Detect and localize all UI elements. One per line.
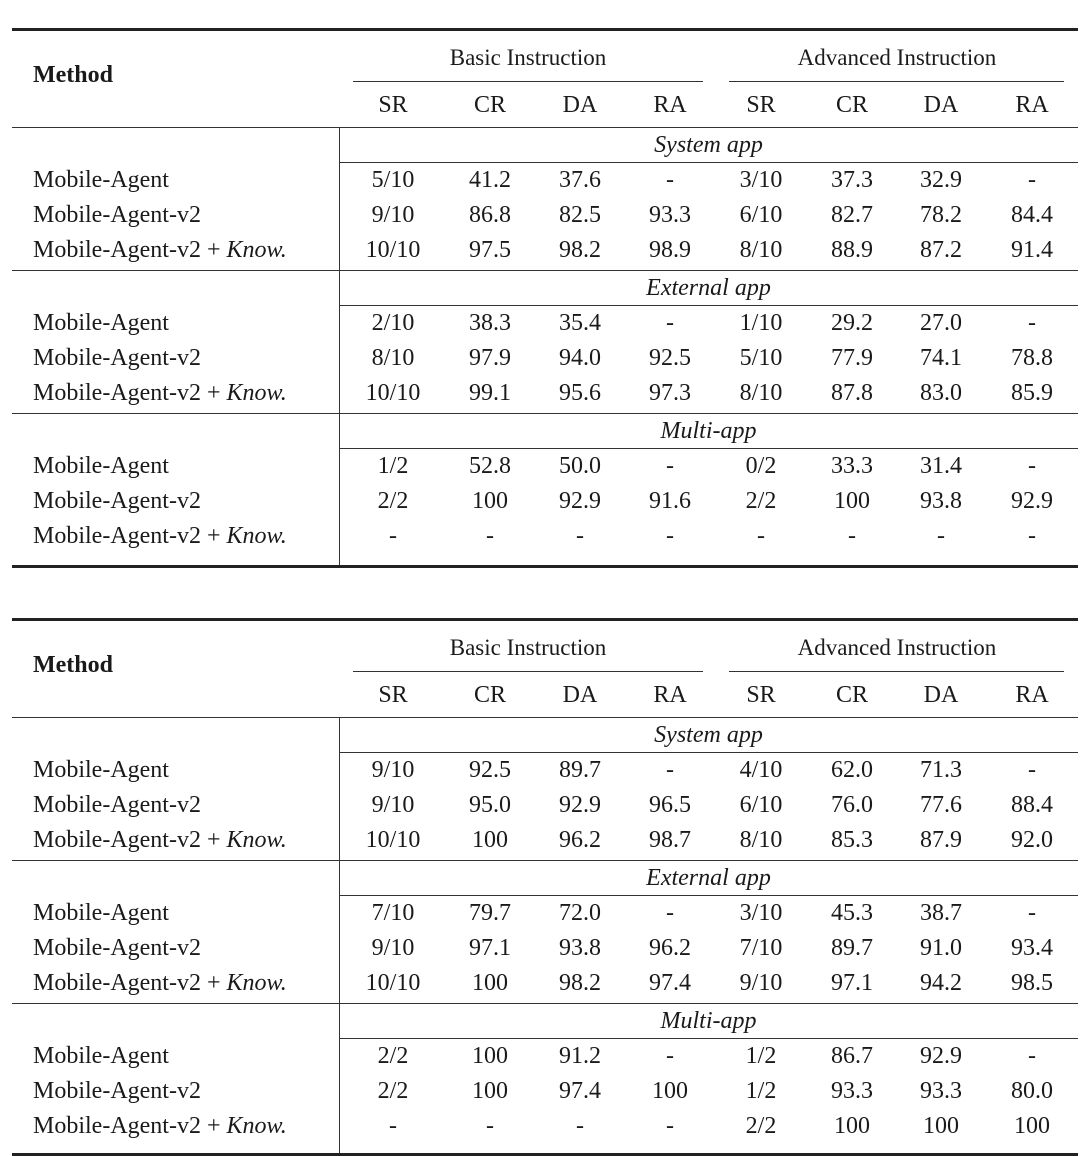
value-cell-cr: 97.1 [469, 935, 511, 961]
method-name-text: Mobile-Agent [33, 757, 169, 783]
value-cell-da: 71.3 [920, 757, 962, 783]
value-cell-ra: 96.2 [649, 935, 691, 961]
group-rule-advanced [729, 81, 1064, 82]
method-name-text: Mobile-Agent-v2 + [33, 827, 227, 853]
value-cell-da: 72.0 [559, 900, 601, 926]
method-name-text: Mobile-Agent-v2 + [33, 1113, 227, 1139]
value-cell-da: - [576, 523, 584, 549]
value-cell-ra: - [1028, 900, 1036, 926]
value-cell-sr: 5/10 [371, 167, 415, 193]
value-cell-da: 37.6 [559, 167, 601, 193]
value-cell-da: 87.9 [920, 827, 962, 853]
table-row [12, 519, 1078, 554]
value-cell-cr: 100 [472, 970, 508, 996]
value-cell-ra: 93.4 [1011, 935, 1053, 961]
value-cell-cr: 100 [472, 1043, 508, 1069]
value-cell-da: 31.4 [920, 453, 962, 479]
value-cell-cr: 37.3 [831, 167, 873, 193]
value-cell-cr: 100 [472, 488, 508, 514]
column-header-sr: SR [746, 92, 776, 118]
value-cell-ra: 91.4 [1011, 237, 1053, 263]
value-cell-sr: - [389, 1113, 397, 1139]
value-cell-sr: 10/10 [365, 827, 421, 853]
group-header-basic: Basic Instruction [449, 45, 607, 70]
value-cell-da: 32.9 [920, 167, 962, 193]
method-name [33, 966, 287, 1001]
method-name-text: Mobile-Agent [33, 453, 169, 479]
value-cell-ra: 100 [1014, 1113, 1050, 1139]
method-name-suffix: Know. [226, 523, 287, 549]
value-cell-cr: 97.9 [469, 345, 511, 371]
value-cell-ra: 91.6 [649, 488, 691, 514]
column-header-da: DA [923, 682, 959, 708]
group-rule-basic [353, 81, 703, 82]
value-cell-sr: 2/2 [745, 488, 777, 514]
value-cell-cr: 76.0 [831, 792, 873, 818]
column-header-sr: SR [378, 92, 408, 118]
value-cell-sr: 8/10 [739, 237, 783, 263]
value-cell-da: 98.2 [559, 237, 601, 263]
method-name-text: Mobile-Agent-v2 [33, 935, 201, 961]
value-cell-cr: 97.5 [469, 237, 511, 263]
value-cell-sr: 3/10 [739, 900, 783, 926]
value-cell-sr: 6/10 [739, 202, 783, 228]
section-label: System app [654, 722, 763, 748]
value-cell-ra: - [1028, 1043, 1036, 1069]
column-header-cr: CR [473, 682, 506, 708]
table-row [12, 788, 1078, 823]
method-name-text: Mobile-Agent-v2 + [33, 523, 227, 549]
table-row [12, 449, 1078, 484]
method-name [33, 1109, 287, 1144]
table-row [12, 198, 1078, 233]
value-cell-ra: 97.3 [649, 380, 691, 406]
method-name-text: Mobile-Agent-v2 [33, 202, 201, 228]
value-cell-sr: 10/10 [365, 380, 421, 406]
value-cell-cr: 100 [472, 1078, 508, 1104]
results-table-1 [12, 28, 1078, 568]
group-header-advanced: Advanced Instruction [797, 45, 997, 70]
value-cell-da: 93.8 [559, 935, 601, 961]
value-cell-ra: 98.9 [649, 237, 691, 263]
table-row [12, 1039, 1078, 1074]
value-cell-cr: 100 [472, 827, 508, 853]
method-name [33, 198, 201, 233]
column-header-ra: RA [1015, 682, 1049, 708]
value-cell-sr: - [757, 523, 765, 549]
column-header-ra: RA [1015, 92, 1049, 118]
method-name [33, 484, 201, 519]
value-cell-sr: 10/10 [365, 970, 421, 996]
table-row [12, 1109, 1078, 1144]
value-cell-da: 98.2 [559, 970, 601, 996]
value-cell-da: 82.5 [559, 202, 601, 228]
method-name-text: Mobile-Agent-v2 [33, 1078, 201, 1104]
value-cell-da: 93.8 [920, 488, 962, 514]
value-cell-da: 77.6 [920, 792, 962, 818]
method-name [33, 896, 169, 931]
method-name [33, 163, 169, 198]
method-name-text: Mobile-Agent [33, 310, 169, 336]
group-rule-advanced [729, 671, 1064, 672]
value-cell-da: 89.7 [559, 757, 601, 783]
value-cell-cr: 95.0 [469, 792, 511, 818]
value-cell-da: 96.2 [559, 827, 601, 853]
value-cell-sr: 9/10 [739, 970, 783, 996]
method-header: Method [33, 62, 113, 88]
value-cell-sr: 8/10 [739, 827, 783, 853]
table-row [12, 823, 1078, 858]
value-cell-ra: 80.0 [1011, 1078, 1053, 1104]
value-cell-ra: - [666, 167, 674, 193]
value-cell-da: 91.2 [559, 1043, 601, 1069]
section-label: Multi-app [660, 1008, 757, 1034]
value-cell-cr: 100 [834, 1113, 870, 1139]
value-cell-sr: 7/10 [371, 900, 415, 926]
value-cell-ra: 97.4 [649, 970, 691, 996]
value-cell-da: 93.3 [920, 1078, 962, 1104]
value-cell-ra: 92.5 [649, 345, 691, 371]
group-header-basic: Basic Instruction [449, 635, 607, 660]
table-row [12, 1074, 1078, 1109]
method-name-text: Mobile-Agent [33, 900, 169, 926]
value-cell-da: - [937, 523, 945, 549]
table-row [12, 484, 1078, 519]
method-name-suffix: Know. [226, 1113, 287, 1139]
value-cell-cr: - [848, 523, 856, 549]
value-cell-ra: - [666, 1043, 674, 1069]
column-header-cr: CR [473, 92, 506, 118]
value-cell-ra: - [1028, 523, 1036, 549]
table-row [12, 376, 1078, 411]
value-cell-cr: 52.8 [469, 453, 511, 479]
value-cell-ra: - [1028, 167, 1036, 193]
method-name-suffix: Know. [226, 237, 287, 263]
value-cell-ra: 85.9 [1011, 380, 1053, 406]
value-cell-da: 35.4 [559, 310, 601, 336]
value-cell-ra: - [1028, 453, 1036, 479]
value-cell-ra: - [666, 757, 674, 783]
value-cell-sr: 9/10 [371, 935, 415, 961]
value-cell-da: 50.0 [559, 453, 601, 479]
value-cell-sr: - [389, 523, 397, 549]
column-header-ra: RA [653, 92, 687, 118]
value-cell-da: 97.4 [559, 1078, 601, 1104]
value-cell-ra: 92.9 [1011, 488, 1053, 514]
method-name [33, 341, 201, 376]
value-cell-da: 95.6 [559, 380, 601, 406]
value-cell-sr: 5/10 [739, 345, 783, 371]
value-cell-cr: 100 [834, 488, 870, 514]
value-cell-sr: 1/2 [745, 1078, 777, 1104]
column-header-sr: SR [746, 682, 776, 708]
value-cell-da: 78.2 [920, 202, 962, 228]
method-name [33, 376, 287, 411]
value-cell-sr: 2/2 [745, 1113, 777, 1139]
value-cell-da: 94.0 [559, 345, 601, 371]
method-name-suffix: Know. [226, 380, 287, 406]
value-cell-da: 94.2 [920, 970, 962, 996]
section-label: External app [646, 865, 771, 891]
value-cell-sr: 10/10 [365, 237, 421, 263]
method-name-text: Mobile-Agent [33, 167, 169, 193]
column-header-da: DA [562, 682, 598, 708]
value-cell-cr: 97.1 [831, 970, 873, 996]
column-header-cr: CR [835, 92, 868, 118]
method-name-suffix: Know. [226, 970, 287, 996]
value-cell-da: - [576, 1113, 584, 1139]
table-row [12, 753, 1078, 788]
value-cell-ra: 84.4 [1011, 202, 1053, 228]
value-cell-sr: 7/10 [739, 935, 783, 961]
results-table-2 [12, 618, 1078, 1156]
table-row [12, 233, 1078, 268]
value-cell-ra: 98.5 [1011, 970, 1053, 996]
value-cell-ra: 88.4 [1011, 792, 1053, 818]
value-cell-cr: 87.8 [831, 380, 873, 406]
value-cell-cr: 79.7 [469, 900, 511, 926]
table-row [12, 966, 1078, 1001]
value-cell-ra: 78.8 [1011, 345, 1053, 371]
method-name [33, 1074, 201, 1109]
table-row [12, 931, 1078, 966]
value-cell-da: 83.0 [920, 380, 962, 406]
method-name-text: Mobile-Agent-v2 + [33, 380, 227, 406]
value-cell-da: 27.0 [920, 310, 962, 336]
value-cell-da: 38.7 [920, 900, 962, 926]
value-cell-ra: - [666, 310, 674, 336]
value-cell-ra: - [1028, 310, 1036, 336]
value-cell-cr: 33.3 [831, 453, 873, 479]
value-cell-cr: 38.3 [469, 310, 511, 336]
value-cell-sr: 3/10 [739, 167, 783, 193]
table-row [12, 341, 1078, 376]
column-header-da: DA [562, 92, 598, 118]
table-row [12, 896, 1078, 931]
method-name [33, 753, 169, 788]
method-name-suffix: Know. [226, 827, 287, 853]
value-cell-cr: - [486, 1113, 494, 1139]
value-cell-cr: 62.0 [831, 757, 873, 783]
method-name [33, 823, 287, 858]
group-rule-basic [353, 671, 703, 672]
method-name [33, 519, 287, 554]
value-cell-cr: 89.7 [831, 935, 873, 961]
value-cell-ra: - [666, 1113, 674, 1139]
value-cell-ra: - [666, 453, 674, 479]
method-name-text: Mobile-Agent-v2 + [33, 237, 227, 263]
method-name [33, 233, 287, 268]
value-cell-sr: 0/2 [745, 453, 777, 479]
column-header-ra: RA [653, 682, 687, 708]
method-name-text: Mobile-Agent-v2 [33, 488, 201, 514]
value-cell-sr: 2/10 [371, 310, 415, 336]
value-cell-cr: - [486, 523, 494, 549]
value-cell-ra: 93.3 [649, 202, 691, 228]
column-header-cr: CR [835, 682, 868, 708]
value-cell-da: 100 [923, 1113, 959, 1139]
section-label: Multi-app [660, 418, 757, 444]
column-header-da: DA [923, 92, 959, 118]
method-name-text: Mobile-Agent-v2 + [33, 970, 227, 996]
method-name [33, 1039, 169, 1074]
method-name-text: Mobile-Agent-v2 [33, 345, 201, 371]
value-cell-sr: 2/2 [377, 1078, 409, 1104]
value-cell-sr: 8/10 [739, 380, 783, 406]
table-row [12, 163, 1078, 198]
value-cell-cr: 92.5 [469, 757, 511, 783]
value-cell-ra: - [666, 900, 674, 926]
value-cell-ra: 98.7 [649, 827, 691, 853]
method-name-text: Mobile-Agent-v2 [33, 792, 201, 818]
value-cell-cr: 45.3 [831, 900, 873, 926]
value-cell-ra: 92.0 [1011, 827, 1053, 853]
method-name [33, 788, 201, 823]
method-name-text: Mobile-Agent [33, 1043, 169, 1069]
value-cell-cr: 29.2 [831, 310, 873, 336]
value-cell-ra: 100 [652, 1078, 688, 1104]
value-cell-ra: 96.5 [649, 792, 691, 818]
value-cell-da: 92.9 [920, 1043, 962, 1069]
value-cell-sr: 8/10 [371, 345, 415, 371]
value-cell-sr: 1/10 [739, 310, 783, 336]
value-cell-sr: 9/10 [371, 757, 415, 783]
value-cell-cr: 82.7 [831, 202, 873, 228]
table-row [12, 306, 1078, 341]
value-cell-cr: 86.7 [831, 1043, 873, 1069]
value-cell-cr: 86.8 [469, 202, 511, 228]
value-cell-cr: 41.2 [469, 167, 511, 193]
value-cell-sr: 9/10 [371, 792, 415, 818]
value-cell-sr: 2/2 [377, 488, 409, 514]
value-cell-da: 92.9 [559, 792, 601, 818]
column-header-sr: SR [378, 682, 408, 708]
section-label: External app [646, 275, 771, 301]
value-cell-cr: 85.3 [831, 827, 873, 853]
value-cell-sr: 1/2 [745, 1043, 777, 1069]
method-name [33, 931, 201, 966]
method-header: Method [33, 652, 113, 678]
section-label: System app [654, 132, 763, 158]
value-cell-sr: 9/10 [371, 202, 415, 228]
value-cell-cr: 77.9 [831, 345, 873, 371]
value-cell-da: 87.2 [920, 237, 962, 263]
value-cell-sr: 1/2 [377, 453, 409, 479]
value-cell-ra: - [666, 523, 674, 549]
method-name [33, 449, 169, 484]
value-cell-da: 74.1 [920, 345, 962, 371]
value-cell-da: 91.0 [920, 935, 962, 961]
value-cell-ra: - [1028, 757, 1036, 783]
value-cell-da: 92.9 [559, 488, 601, 514]
value-cell-sr: 2/2 [377, 1043, 409, 1069]
value-cell-sr: 6/10 [739, 792, 783, 818]
group-header-advanced: Advanced Instruction [797, 635, 997, 660]
value-cell-cr: 88.9 [831, 237, 873, 263]
value-cell-cr: 93.3 [831, 1078, 873, 1104]
value-cell-cr: 99.1 [469, 380, 511, 406]
method-name [33, 306, 169, 341]
value-cell-sr: 4/10 [739, 757, 783, 783]
